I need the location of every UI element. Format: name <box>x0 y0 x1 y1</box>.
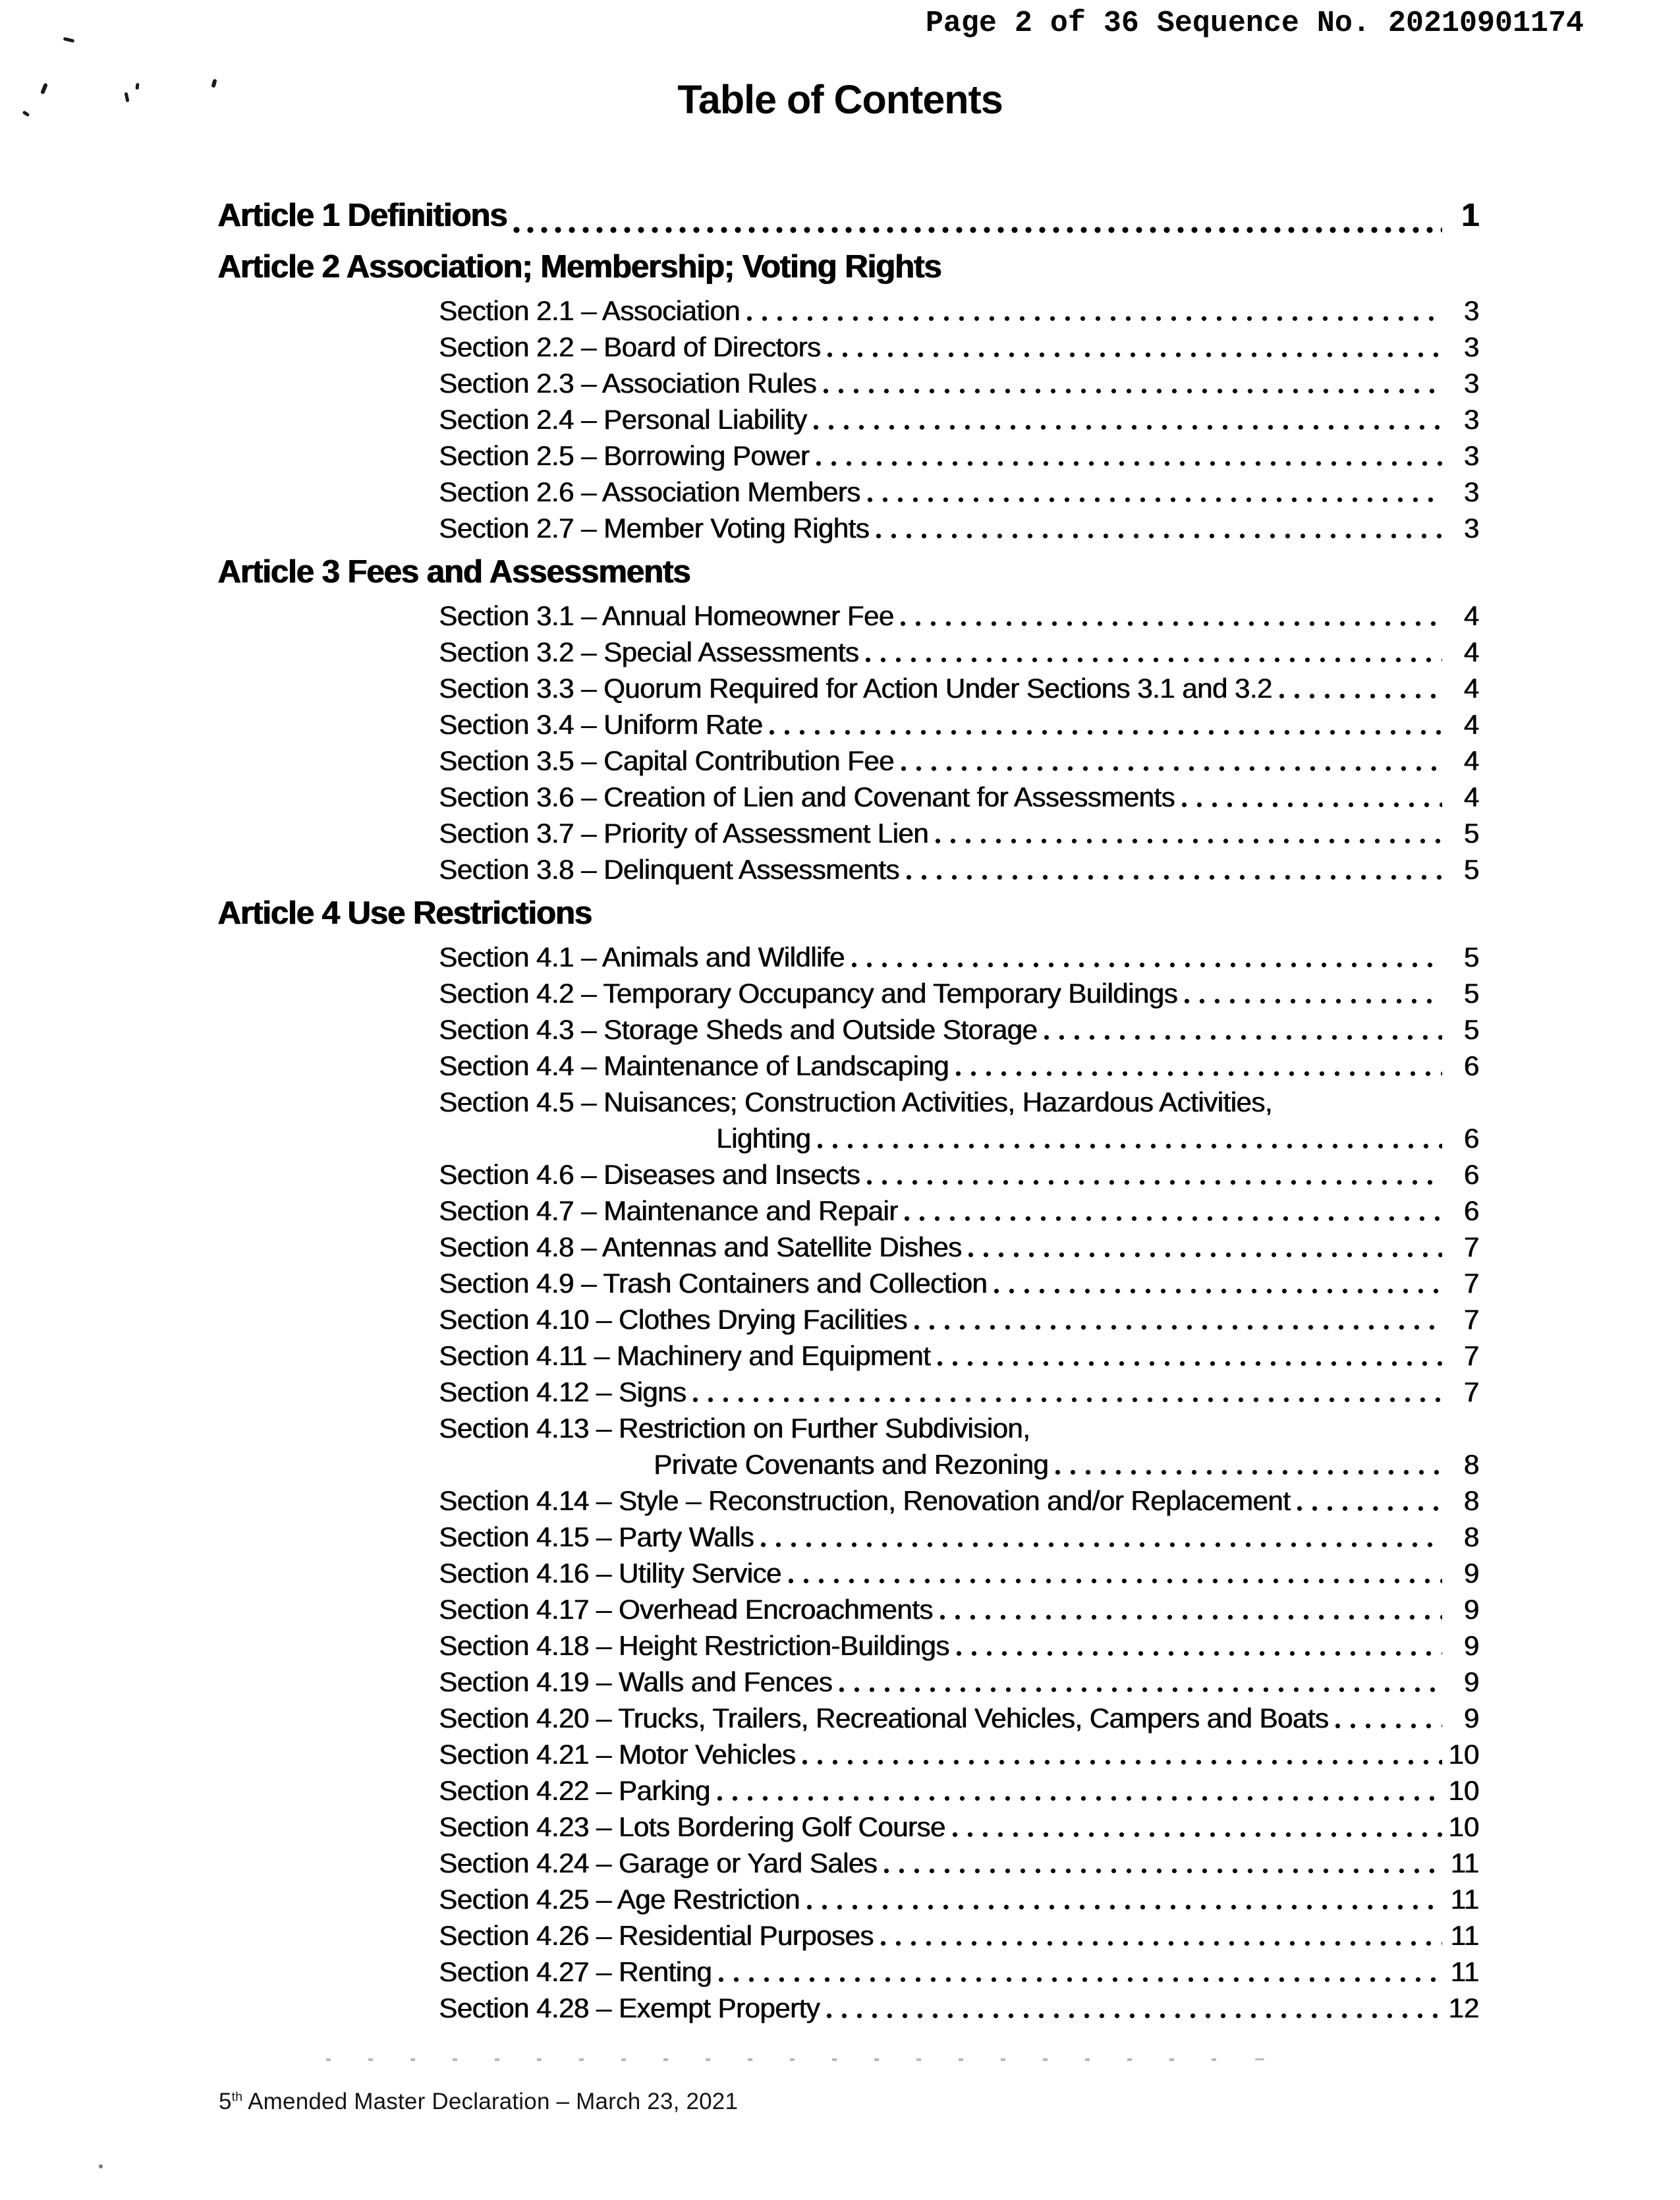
dot-leader <box>866 1156 1442 1193</box>
toc-entry-label: Section 4.20 – Trucks, Trailers, Recreational Vehicles, Campers and Boats <box>439 1703 1329 1734</box>
toc-entry <box>217 1410 1479 1446</box>
toc-page-number: 10 <box>1448 1775 1479 1806</box>
toc-entry-label: Section 4.5 – Nuisances; Construction Activities, Hazardous Activities, <box>439 1086 1272 1117</box>
scan-artifact <box>1255 2058 1264 2060</box>
toc-entry-label: Section 2.5 – Borrowing Power <box>439 440 810 471</box>
dot-leader <box>939 1591 1442 1627</box>
toc-page-number: 7 <box>1463 1231 1479 1262</box>
toc-page-number: 10 <box>1448 1739 1479 1770</box>
footer-prefix: 5 <box>219 2089 232 2114</box>
toc-entry-label: Section 4.21 – Motor Vehicles <box>439 1739 796 1770</box>
toc-entry-label: Section 2.2 – Board of Directors <box>439 331 821 362</box>
dot-leader <box>692 1374 1442 1410</box>
toc-entry <box>217 706 1479 743</box>
dot-leader <box>1184 975 1442 1011</box>
toc-entry-label: Section 2.6 – Association Members <box>439 476 860 507</box>
toc-page-number: 1 <box>1461 198 1479 233</box>
toc-entry <box>217 598 1479 634</box>
toc-entry-label: Section 3.5 – Capital Contribution Fee <box>439 745 894 776</box>
toc-entry <box>217 1374 1479 1410</box>
toc-page-number: 3 <box>1463 476 1479 507</box>
toc-entry-label: Section 4.17 – Overhead Encroachments <box>439 1594 933 1625</box>
toc-page-number: 4 <box>1463 600 1479 631</box>
footer-text: Amended Master Declaration – March 23, 2021 <box>242 2089 739 2114</box>
dot-leader <box>813 401 1442 437</box>
toc-entry-label: Section 2.3 – Association Rules <box>439 368 816 399</box>
toc-entry <box>217 1809 1479 1845</box>
toc-entry-label: Section 4.15 – Party Walls <box>439 1521 754 1552</box>
toc-page-number: 11 <box>1450 1920 1479 1951</box>
toc-page-number: 3 <box>1463 368 1479 399</box>
toc-entry-label: Article 3 Fees and Assessments <box>217 554 690 590</box>
toc-entry <box>217 1591 1479 1627</box>
toc-entry <box>217 670 1479 706</box>
toc-entry <box>217 1627 1479 1664</box>
dot-leader <box>827 329 1442 365</box>
toc-page-number: 5 <box>1463 942 1479 973</box>
toc-page-number: 4 <box>1463 709 1479 740</box>
toc-entry-label: Section 4.9 – Trash Containers and Collection <box>439 1268 987 1299</box>
toc-entry-label: Section 4.6 – Diseases and Insects <box>439 1159 860 1190</box>
toc-article-entry <box>217 241 1479 293</box>
toc-entry-label: Section 4.4 – Maintenance of Landscaping <box>439 1050 949 1081</box>
toc-page-number: 8 <box>1463 1485 1479 1516</box>
toc-list <box>217 190 1479 2026</box>
dot-leader <box>816 437 1442 474</box>
dot-leader <box>760 1519 1442 1555</box>
toc-entry-label: Section 4.23 – Lots Bordering Golf Course <box>439 1811 945 1842</box>
footer-note <box>219 2087 738 2116</box>
toc-entry-label: Section 2.1 – Association <box>439 295 740 326</box>
toc-entry-label: Section 4.27 – Renting <box>439 1956 712 1987</box>
toc-page-number: 6 <box>1463 1050 1479 1081</box>
toc-entry <box>217 815 1479 851</box>
toc-page-number: 6 <box>1463 1123 1479 1154</box>
toc-entry-label: Section 4.16 – Utility Service <box>439 1558 781 1589</box>
toc-page-number: 11 <box>1450 1847 1479 1878</box>
toc-entry <box>217 1519 1479 1555</box>
dot-leader <box>1181 779 1442 815</box>
dot-leader <box>906 851 1442 888</box>
toc-page-number: 8 <box>1463 1521 1479 1552</box>
toc-page-number: 3 <box>1463 295 1479 326</box>
toc-entry <box>217 1881 1479 1917</box>
dot-leader <box>817 1120 1442 1156</box>
dot-leader <box>718 1954 1442 1990</box>
dot-leader <box>1044 1011 1442 1048</box>
dot-leader <box>968 1229 1442 1265</box>
dot-leader <box>823 365 1442 401</box>
toc-entry-label: Section 3.6 – Creation of Lien and Covenant for Assessments <box>439 781 1175 812</box>
toc-entry <box>217 1301 1479 1338</box>
toc-entry <box>217 939 1479 975</box>
toc-entry <box>217 1700 1479 1736</box>
toc-entry-label: Article 1 Definitions <box>217 198 507 233</box>
dot-leader <box>955 1048 1442 1084</box>
toc-page-number: 3 <box>1463 440 1479 471</box>
toc-entry <box>217 851 1479 888</box>
toc-entry <box>217 1011 1479 1048</box>
dot-leader <box>883 1845 1442 1881</box>
toc-entry <box>217 1229 1479 1265</box>
footer-ordinal-suffix: th <box>231 2090 243 2104</box>
toc-page-number: 9 <box>1463 1558 1479 1589</box>
toc-entry <box>217 510 1479 546</box>
toc-page-number: 4 <box>1463 781 1479 812</box>
toc-entry-label: Section 3.1 – Annual Homeowner Fee <box>439 600 894 631</box>
toc-entry-label: Private Covenants and Rezoning <box>654 1449 1049 1480</box>
toc-entry <box>217 634 1479 670</box>
dot-leader <box>904 1193 1442 1229</box>
scan-artifact <box>99 2164 103 2168</box>
toc-entry-label: Section 3.8 – Delinquent Assessments <box>439 854 899 885</box>
toc-entry-label: Section 4.2 – Temporary Occupancy and Temporary Buildings <box>439 978 1177 1009</box>
toc-entry <box>217 1845 1479 1881</box>
toc-page-number: 8 <box>1463 1449 1479 1480</box>
dot-leader <box>865 634 1442 670</box>
toc-page-number: 5 <box>1463 854 1479 885</box>
toc-entry-label: Section 3.2 – Special Assessments <box>439 636 859 667</box>
toc-entry-label: Lighting <box>716 1123 811 1154</box>
toc-entry-label: Section 4.19 – Walls and Fences <box>439 1666 832 1697</box>
toc-entry <box>217 779 1479 815</box>
toc-entry <box>217 1084 1479 1120</box>
toc-page-number: 11 <box>1450 1956 1479 1987</box>
page-title: Table of Contents <box>677 77 1003 122</box>
toc-page-number: 7 <box>1463 1376 1479 1407</box>
toc-entry <box>217 1048 1479 1084</box>
toc-page-number: 7 <box>1463 1268 1479 1299</box>
toc-entry <box>217 1265 1479 1301</box>
toc-entry-label: Section 2.7 – Member Voting Rights <box>439 513 870 544</box>
toc-page-number: 9 <box>1463 1666 1479 1697</box>
dot-leader <box>826 1990 1442 2026</box>
toc-entry-label: Section 4.26 – Residential Purposes <box>439 1920 874 1951</box>
toc-page-number: 10 <box>1448 1811 1479 1842</box>
toc-page-number: 5 <box>1463 978 1479 1009</box>
dot-leader <box>839 1664 1442 1700</box>
scan-artifact <box>326 2058 1242 2061</box>
toc-entry <box>217 293 1479 329</box>
toc-entry-label: Section 4.3 – Storage Sheds and Outside Storage <box>439 1014 1038 1045</box>
dot-leader <box>1297 1482 1442 1519</box>
toc-entry-label: Article 2 Association; Membership; Voting Rights <box>217 249 941 285</box>
toc-entry-label: Section 2.4 – Personal Liability <box>439 404 807 435</box>
toc-entry-label: Section 3.3 – Quorum Required for Action Under Sections 3.1 and 3.2 <box>439 673 1272 704</box>
toc-entry <box>217 1555 1479 1591</box>
toc-page-number: 3 <box>1463 404 1479 435</box>
toc-entry <box>217 743 1479 779</box>
toc-entry <box>217 1772 1479 1809</box>
toc-entry <box>217 1193 1479 1229</box>
toc-entry-label: Section 4.28 – Exempt Property <box>439 1992 820 2023</box>
dot-leader <box>901 743 1442 779</box>
toc-article-entry <box>217 190 1479 241</box>
dot-leader <box>914 1301 1442 1338</box>
dot-leader <box>937 1338 1442 1374</box>
toc-entry-label: Section 4.18 – Height Restriction-Buildings <box>439 1630 949 1661</box>
toc-entry <box>217 1917 1479 1954</box>
toc-entry-label: Section 4.14 – Style – Reconstruction, Renovation and/or Replacement <box>439 1485 1291 1516</box>
toc-entry-label: Section 4.22 – Parking <box>439 1775 710 1806</box>
toc-entry-label: Section 4.25 – Age Restriction <box>439 1884 800 1915</box>
toc-entry-label: Section 4.10 – Clothes Drying Facilities <box>439 1304 907 1335</box>
page-header-stamp: Page 2 of 36 Sequence No. 20210901174 <box>925 7 1584 40</box>
toc-page-number: 11 <box>1450 1884 1479 1915</box>
toc-entry <box>217 474 1479 510</box>
dot-leader <box>956 1627 1442 1664</box>
dot-leader <box>876 510 1442 546</box>
toc-entry <box>217 1736 1479 1772</box>
toc-entry <box>217 329 1479 365</box>
toc-entry-label: Section 3.7 – Priority of Assessment Lien <box>439 818 928 849</box>
toc-page-number: 7 <box>1463 1340 1479 1371</box>
toc-page-number: 3 <box>1463 513 1479 544</box>
toc-page-number: 5 <box>1463 818 1479 849</box>
toc-entry-label: Section 4.8 – Antennas and Satellite Dishes <box>439 1231 962 1262</box>
toc-entry-label: Section 4.11 – Machinery and Equipment <box>439 1340 931 1371</box>
toc-entry-label: Article 4 Use Restrictions <box>217 895 592 931</box>
dot-leader <box>880 1917 1442 1954</box>
dot-leader <box>867 474 1442 510</box>
dot-leader <box>1279 670 1442 706</box>
dot-leader <box>935 815 1442 851</box>
dot-leader <box>769 706 1442 743</box>
dot-leader <box>802 1736 1442 1772</box>
toc-entry <box>217 1664 1479 1700</box>
toc-page-number: 4 <box>1463 745 1479 776</box>
toc-entry <box>217 401 1479 437</box>
scan-artifact <box>63 37 75 43</box>
toc-entry <box>217 437 1479 474</box>
toc-entry-label: Section 4.24 – Garage or Yard Sales <box>439 1847 878 1878</box>
toc-entry <box>217 1990 1479 2026</box>
dot-leader <box>1055 1446 1442 1482</box>
toc-entry-label: Section 4.12 – Signs <box>439 1376 686 1407</box>
toc-page-number: 6 <box>1463 1195 1479 1226</box>
toc-page-number: 3 <box>1463 331 1479 362</box>
dot-leader <box>900 598 1442 634</box>
toc-entry-label: Section 4.13 – Restriction on Further Subdivision, <box>439 1413 1030 1444</box>
toc-entry <box>217 1338 1479 1374</box>
dot-leader <box>806 1881 1442 1917</box>
toc-page-number: 12 <box>1448 1992 1479 2023</box>
toc-entry <box>217 1120 1479 1156</box>
toc-page-number: 7 <box>1463 1304 1479 1335</box>
toc-article-entry <box>217 888 1479 939</box>
toc-page-number: 4 <box>1463 673 1479 704</box>
toc-page-number: 5 <box>1463 1014 1479 1045</box>
toc-entry-label: Section 4.1 – Animals and Wildlife <box>439 942 845 973</box>
dot-leader <box>788 1555 1442 1591</box>
toc-entry <box>217 975 1479 1011</box>
dot-leader <box>851 939 1442 975</box>
dot-leader <box>746 293 1442 329</box>
dot-leader <box>952 1809 1442 1845</box>
dot-leader <box>513 195 1442 241</box>
toc-entry <box>217 1156 1479 1193</box>
toc-page-number: 9 <box>1463 1630 1479 1661</box>
dot-leader <box>994 1265 1442 1301</box>
toc-article-entry <box>217 546 1479 598</box>
toc-page-number: 4 <box>1463 636 1479 667</box>
toc-page-number: 9 <box>1463 1594 1479 1625</box>
toc-entry <box>217 1954 1479 1990</box>
toc-entry-label: Section 4.7 – Maintenance and Repair <box>439 1195 898 1226</box>
toc-page-number: 9 <box>1463 1703 1479 1734</box>
toc-page-number: 6 <box>1463 1159 1479 1190</box>
toc-entry-label: Section 3.4 – Uniform Rate <box>439 709 763 740</box>
dot-leader <box>1335 1700 1442 1736</box>
toc-entry <box>217 365 1479 401</box>
toc-entry <box>217 1482 1479 1519</box>
dot-leader <box>717 1772 1442 1809</box>
toc-entry <box>217 1446 1479 1482</box>
